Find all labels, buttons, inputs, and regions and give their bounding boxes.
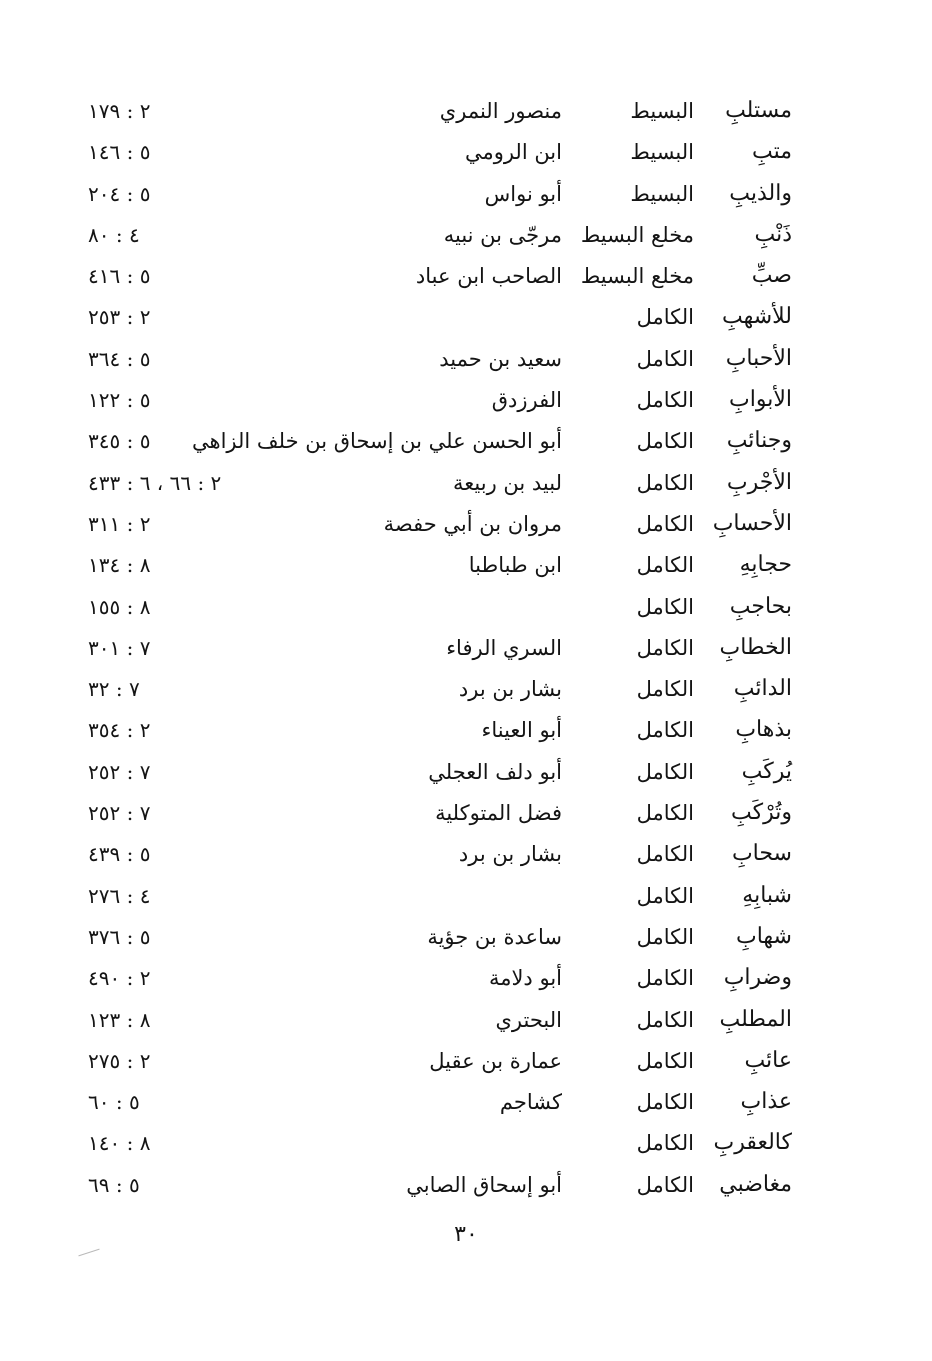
rhyme-word: سحابِ (731, 841, 792, 867)
meter-name: الكامل (636, 1048, 694, 1073)
meter-name: الكامل (636, 470, 694, 495)
index-row (0, 631, 932, 672)
poet-name: بشار بن برد (458, 677, 562, 702)
rhyme-word: وجنائبِ (726, 428, 792, 454)
poet-name: سعيد بن حميد (439, 346, 562, 371)
volume-page-reference: ٢ : ٢٥٣ (88, 305, 151, 330)
rhyme-word: صبِّ (751, 263, 792, 289)
meter-name: الكامل (636, 1007, 694, 1032)
volume-page-reference: ٥ : ٦٠ (88, 1090, 140, 1115)
meter-name: الكامل (636, 801, 694, 826)
index-row (0, 1126, 932, 1167)
rhyme-word: الأحسابِ (712, 510, 792, 536)
rhyme-word: مغاضبي (719, 1171, 792, 1197)
rhyme-word: كالعقربِ (713, 1130, 792, 1156)
index-row (0, 259, 932, 300)
meter-name: الكامل (636, 305, 694, 330)
volume-page-reference: ٢ : ٤٩٠ (88, 966, 151, 991)
poet-name: أبو دلف العجلي (428, 759, 562, 784)
meter-name: الكامل (636, 594, 694, 619)
meter-name: الكامل (636, 1172, 694, 1197)
meter-name: الكامل (636, 718, 694, 743)
meter-name: البسيط (630, 140, 694, 165)
volume-page-reference: ٢ : ٣٥٤ (88, 718, 151, 743)
poet-name: البحتري (495, 1007, 562, 1032)
index-row (0, 590, 932, 631)
rhyme-word: عائبِ (744, 1047, 792, 1073)
poet-name: ساعدة بن جؤية (427, 924, 562, 949)
volume-page-reference: ٧ : ٢٥٢ (88, 759, 151, 784)
poet-name: لبيد بن ربيعة (453, 470, 562, 495)
rhyme-word: بذهابِ (735, 717, 792, 743)
poet-name: الفرزدق (491, 388, 562, 413)
index-row (0, 218, 932, 259)
index-row (0, 94, 932, 135)
index-row (0, 879, 932, 920)
meter-name: الكامل (636, 511, 694, 536)
poet-name: أبو الحسن علي بن إسحاق بن خلف الزاهي (192, 429, 562, 454)
meter-name: الكامل (636, 553, 694, 578)
poet-name: مرجّى بن نبيه (443, 222, 562, 247)
meter-name: الكامل (636, 346, 694, 371)
meter-name: الكامل (636, 1131, 694, 1156)
index-row (0, 383, 932, 424)
poet-name: أبو دلامة (488, 966, 562, 991)
meter-name: الكامل (636, 759, 694, 784)
index-row (0, 755, 932, 796)
volume-page-reference: ٥ : ٣٧٦ (88, 924, 151, 949)
rhyme-word: شبابِهِ (742, 882, 792, 908)
volume-page-reference: ٥ : ٤١٦ (88, 264, 151, 289)
rhyme-word: الدائبِ (733, 676, 792, 702)
index-row (0, 177, 932, 218)
rhyme-word: الأحبابِ (725, 345, 792, 371)
index-row (0, 507, 932, 548)
rhyme-word: وضرابِ (723, 965, 792, 991)
volume-page-reference: ٥ : ٤٣٩ (88, 842, 151, 867)
index-row (0, 796, 932, 837)
index-row (0, 1003, 932, 1044)
rhyme-word: الخطابِ (719, 634, 792, 660)
poet-name: أبو العيناء (481, 718, 562, 743)
volume-page-reference: ٢ : ١٧٩ (88, 99, 151, 123)
poet-name: الصاحب ابن عباد (415, 264, 562, 289)
volume-page-reference: ٥ : ٣٦٤ (88, 346, 151, 371)
volume-page-reference: ٥ : ٦٩ (88, 1172, 140, 1197)
rhyme-word: عذابِ (740, 1089, 792, 1115)
poet-name: أبو إسحاق الصابي (406, 1172, 562, 1197)
page-number: ٣٠ (454, 1222, 478, 1247)
poet-name: ابن طباطبا (468, 553, 562, 578)
index-row (0, 135, 932, 176)
poet-name: منصور النمري (439, 99, 562, 123)
poet-name: أبو نواس (484, 181, 562, 206)
volume-page-reference: ٨ : ١٣٤ (88, 553, 151, 578)
index-row (0, 920, 932, 961)
meter-name: الكامل (636, 966, 694, 991)
rhyme-word: المطلبِ (719, 1006, 792, 1032)
rhyme-word: وتُرْكَبِ (731, 800, 792, 826)
volume-page-reference: ٥ : ٢٠٤ (88, 181, 151, 206)
volume-page-reference: ٢ : ٢٧٥ (88, 1048, 151, 1073)
meter-name: الكامل (636, 1090, 694, 1115)
poet-name: كشاجم (499, 1090, 562, 1115)
poet-name: ابن الرومي (464, 140, 562, 165)
meter-name: الكامل (636, 635, 694, 660)
index-row (0, 961, 932, 1002)
rhyme-word: متبِ (751, 139, 792, 165)
volume-page-reference: ٧ : ٣٢ (88, 677, 140, 702)
poet-name: السري الرفاء (446, 635, 562, 660)
poet-name: عمارة بن عقيل (429, 1048, 562, 1073)
index-row (0, 1085, 932, 1126)
meter-name: الكامل (636, 883, 694, 908)
rhyme-word: حجابِهِ (739, 552, 792, 578)
meter-name: البسيط (630, 181, 694, 206)
volume-page-reference: ٤ : ٨٠ (88, 222, 140, 247)
volume-page-reference: ٢ : ٦٦ ، ٦ : ٤٣٣ (88, 470, 222, 495)
index-row (0, 672, 932, 713)
volume-page-reference: ٥ : ١٤٦ (88, 140, 151, 165)
index-row (0, 1168, 932, 1209)
rhyme-word: شهابِ (736, 923, 792, 949)
rhyme-word: الأبوابِ (729, 387, 792, 413)
poet-name: فضل المتوكلية (435, 801, 562, 826)
poet-name: مروان بن أبي حفصة (383, 511, 562, 536)
poet-name: بشار بن برد (458, 842, 562, 867)
rhyme-word: يُركَبِ (741, 758, 792, 784)
volume-page-reference: ٥ : ١٢٢ (88, 388, 151, 413)
meter-name: الكامل (636, 924, 694, 949)
index-row (0, 548, 932, 589)
meter-name: مخلع البسيط (580, 222, 694, 247)
meter-name: الكامل (636, 677, 694, 702)
meter-name: الكامل (636, 388, 694, 413)
meter-name: الكامل (636, 429, 694, 454)
volume-page-reference: ٥ : ٣٤٥ (88, 429, 151, 454)
index-row (0, 300, 932, 341)
volume-page-reference: ٨ : ١٥٥ (88, 594, 151, 619)
poetry-index-table (0, 94, 932, 1209)
volume-page-reference: ٧ : ٢٥٢ (88, 801, 151, 826)
meter-name: البسيط (630, 99, 694, 123)
index-row (0, 837, 932, 878)
rhyme-word: الأجْربِ (726, 469, 792, 495)
index-row (0, 1044, 932, 1085)
rhyme-word: للأشهبِ (721, 304, 792, 330)
index-row (0, 466, 932, 507)
meter-name: مخلع البسيط (580, 264, 694, 289)
index-row (0, 342, 932, 383)
rhyme-word: والذيبِ (729, 180, 792, 206)
volume-page-reference: ٧ : ٣٠١ (88, 635, 151, 660)
volume-page-reference: ٨ : ١٤٠ (88, 1131, 151, 1156)
volume-page-reference: ٤ : ٢٧٦ (88, 883, 151, 908)
rhyme-word: مستلبِ (725, 98, 792, 123)
volume-page-reference: ٢ : ٣١١ (88, 511, 151, 536)
meter-name: الكامل (636, 842, 694, 867)
index-row (0, 424, 932, 465)
index-row (0, 713, 932, 754)
rhyme-word: بحاجبِ (729, 593, 792, 619)
volume-page-reference: ٨ : ١٢٣ (88, 1007, 151, 1032)
rhyme-word: ذَنْبِ (754, 221, 792, 247)
